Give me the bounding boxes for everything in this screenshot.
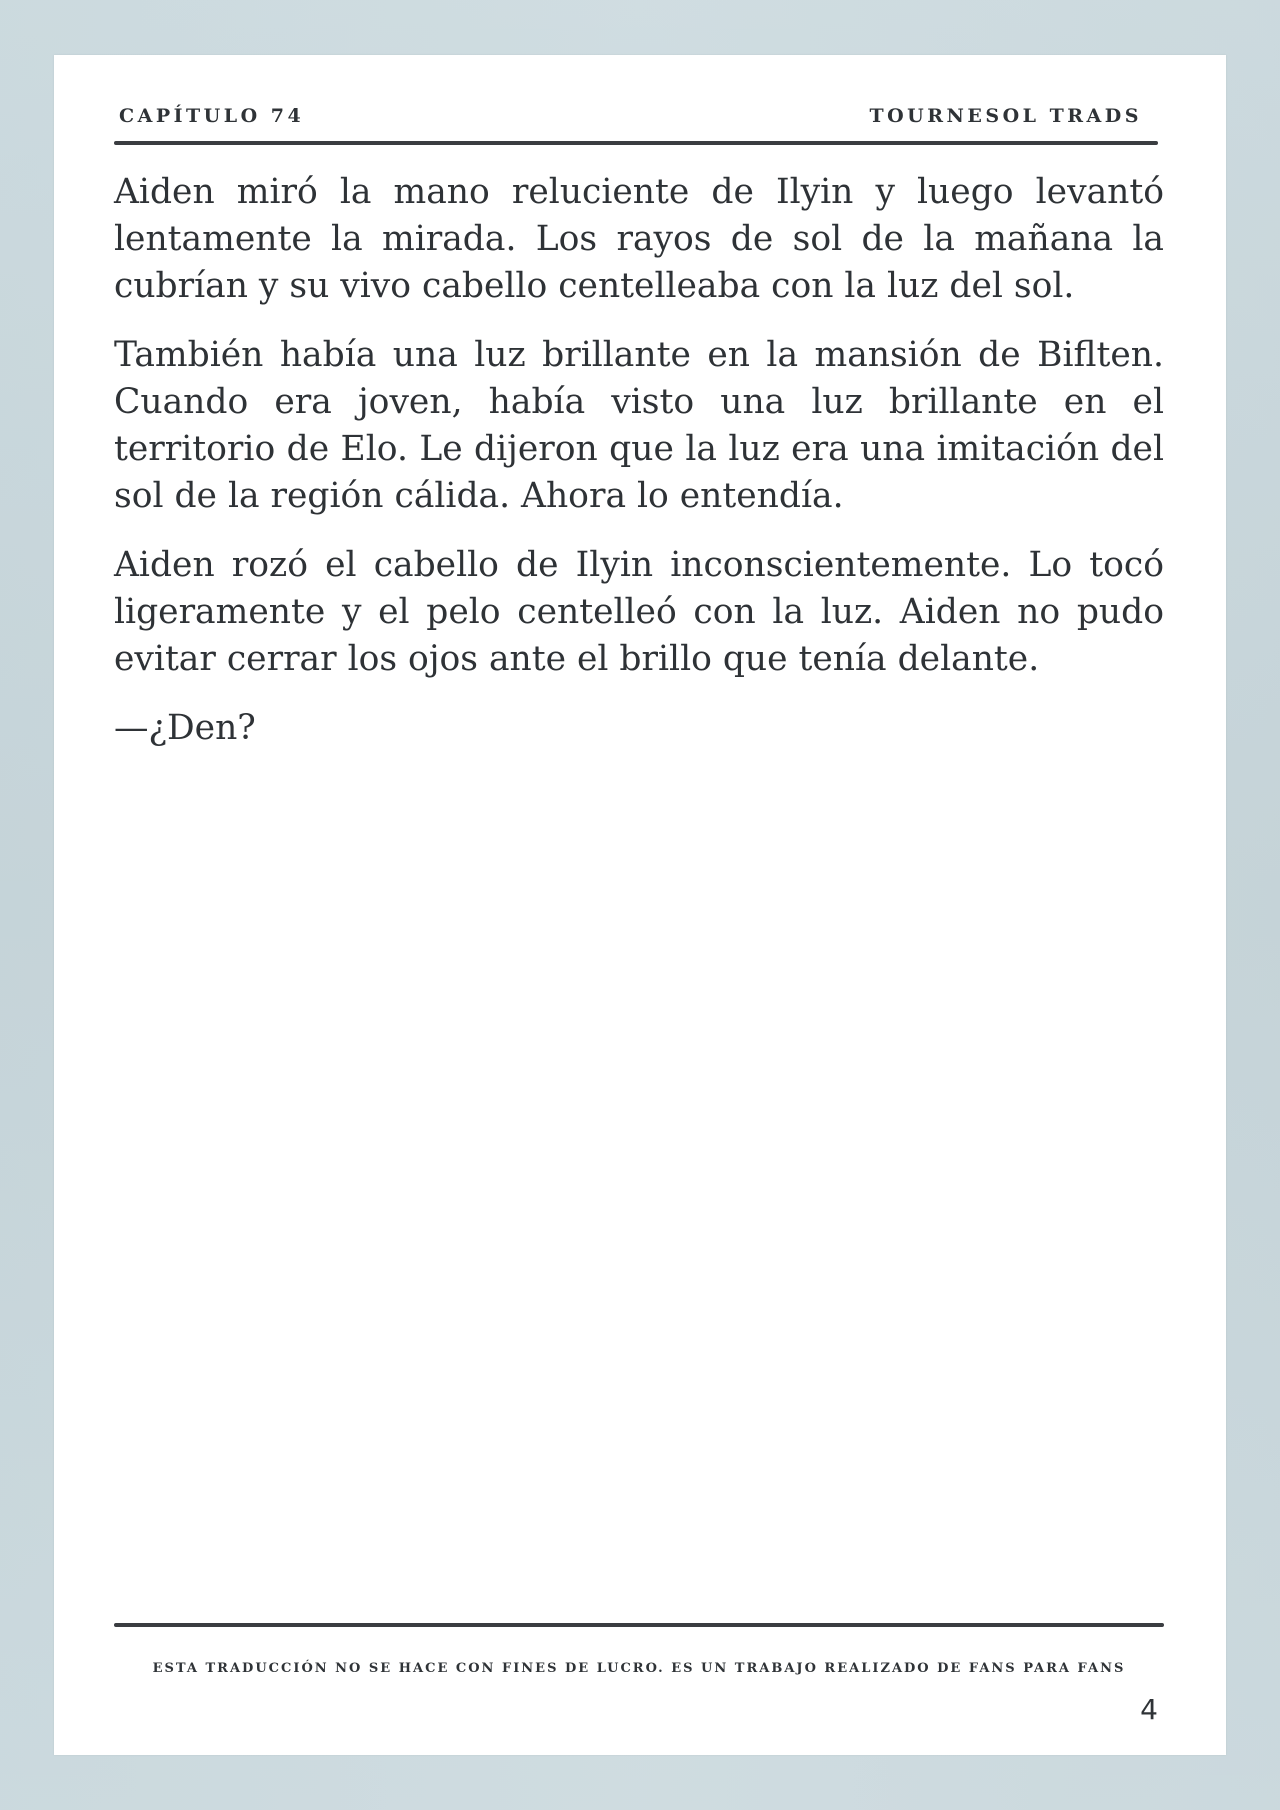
paragraph: —¿Den? xyxy=(114,708,256,748)
chapter-title: CAPÍTULO 74 xyxy=(119,105,305,127)
paragraph: Aiden rozó el cabello de Ilyin inconscientemente. Lo tocó ligeramente y el pelo centelleó con la luz. Aiden no pudo evitar cerrar los ojos ante el brillo que tenía delante. xyxy=(114,545,1164,679)
footer-disclaimer: ESTA TRADUCCIÓN NO SE HACE CON FINES DE LUCRO. ES UN TRABAJO REALIZADO DE FANS PARA FANS xyxy=(152,1661,1126,1676)
page-body xyxy=(114,169,1164,774)
paragraph: También había una luz brillante en la mansión de Biflten. Cuando era joven, había visto una luz brillante en el territorio de Elo. Le dijeron que la luz era una imitación del sol de la región cálida. Ahora lo entendía. xyxy=(114,335,1164,516)
page-number: 4 xyxy=(1140,1693,1158,1726)
header-divider xyxy=(114,141,1158,145)
document-page xyxy=(54,55,1226,1755)
paragraph: Aiden miró la mano reluciente de Ilyin y luego levantó lentamente la mirada. Los rayos de sol de la mañana la cubrían y su vivo cabello centelleaba con la luz del sol. xyxy=(114,172,1164,306)
footer-divider xyxy=(114,1623,1164,1627)
page-header xyxy=(114,105,1158,135)
translator-group: TOURNESOL TRADS xyxy=(869,105,1142,127)
